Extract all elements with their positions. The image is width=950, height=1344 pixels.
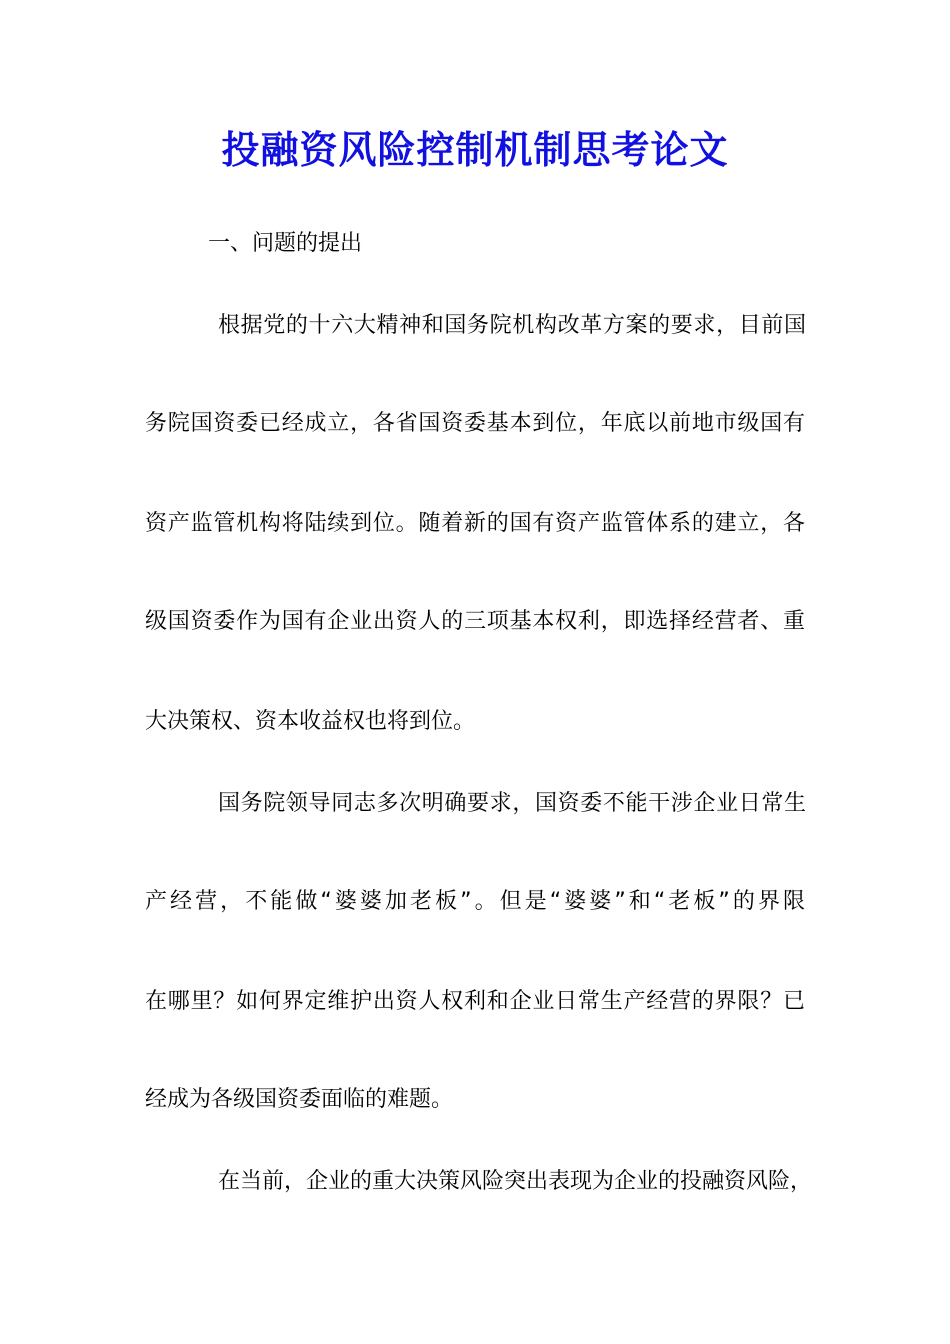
paragraph-1-line-2: 务院国资委已经成立，各省国资委基本到位，年底以前地市级国有 (145, 411, 805, 436)
paragraph-3-line-1: 在当前，企业的重大决策风险突出表现为企业的投融资风险， (218, 1169, 813, 1194)
paragraph-2-line-1: 国务院领导同志多次明确要求，国资委不能干涉企业日常生 (218, 791, 806, 816)
paragraph-2-line-4: 经成为各级国资委面临的难题。 (145, 1087, 454, 1112)
paragraph-2-line-2: 产经营，不能做“婆婆加老板”。但是“婆婆”和“老板”的界限 (145, 889, 805, 914)
paragraph-1-line-4: 级国资委作为国有企业出资人的三项基本权利，即选择经营者、重 (145, 609, 805, 634)
paragraph-1-line-3: 资产监管机构将陆续到位。随着新的国有资产监管体系的建立，各 (145, 511, 805, 536)
paragraph-2-line-3: 在哪里？如何界定维护出资人权利和企业日常生产经营的界限？已 (145, 989, 805, 1014)
document-title: 投融资风险控制机制思考论文 (221, 127, 729, 172)
section-heading: 一、问题的提出 (208, 231, 363, 256)
paragraph-1-line-1: 根据党的十六大精神和国务院机构改革方案的要求，目前国 (218, 313, 806, 338)
paragraph-1-line-5: 大决策权、资本收益权也将到位。 (145, 709, 476, 734)
